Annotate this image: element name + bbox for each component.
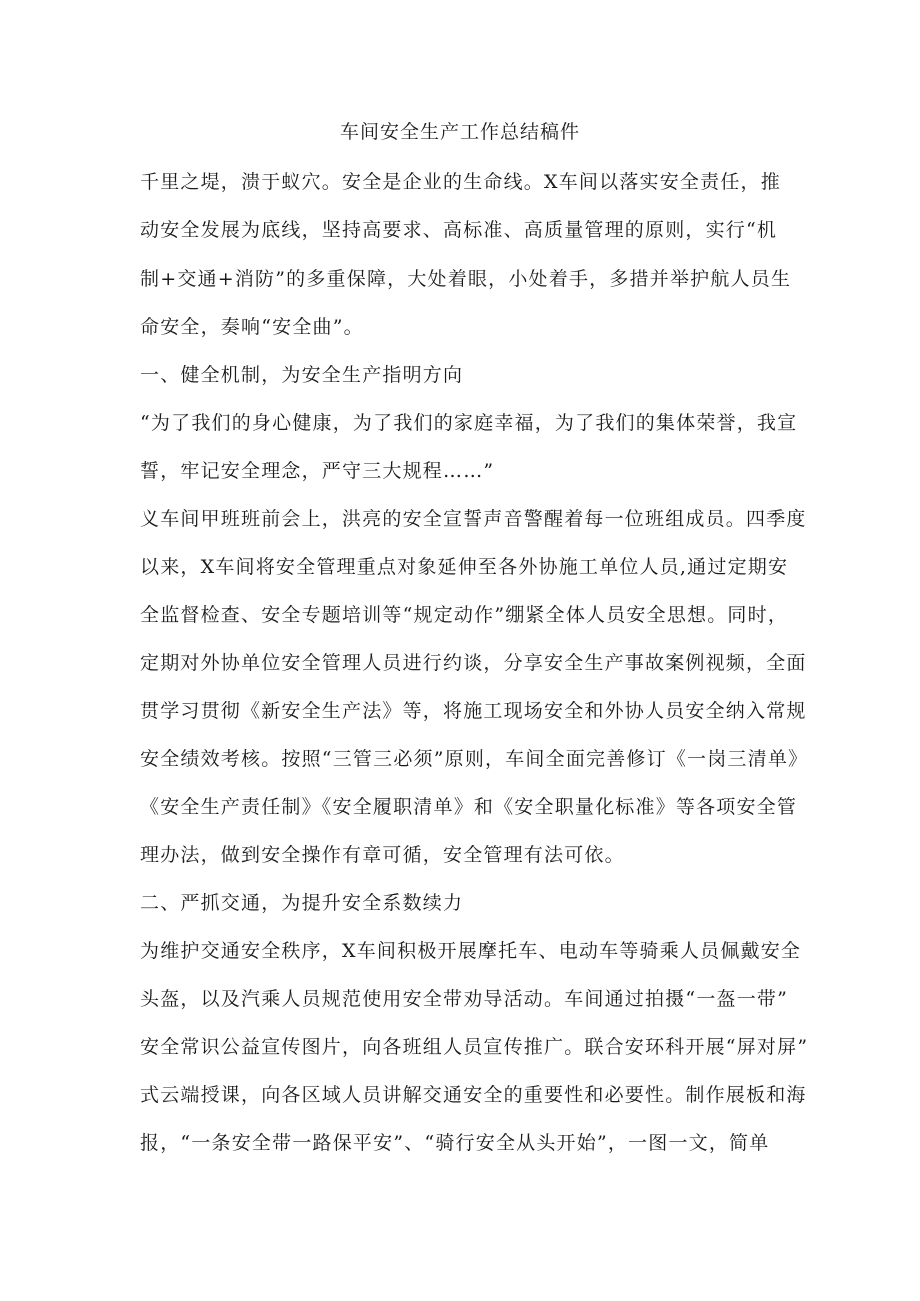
body-line: 千里之堤，溃于蚁穴。安全是企业的生命线。X车间以落实安全责任，推	[140, 171, 781, 193]
body-line: 命安全，奏响“安全曲”。	[140, 316, 364, 338]
section-heading-1: 一、健全机制，为安全生产指明方向	[140, 364, 464, 386]
body-line: 式云端授课，向各区域人员讲解交通安全的重要性和必要性。制作展板和海	[140, 1084, 807, 1106]
body-line: 贯学习贯彻《新安全生产法》等，将施工现场安全和外协人员安全纳入常规	[140, 700, 807, 722]
body-line: 安全绩效考核。按照“三管三必须”原则，车间全面完善修订《一岗三清单》	[140, 748, 809, 770]
body-line: 报，“一条安全带一路保平安”、“骑行安全从头开始”，一图一文，简单	[140, 1132, 770, 1154]
body-line: 为维护交通安全秩序，X车间积极开展摩托车、电动车等骑乘人员佩戴安全	[140, 940, 802, 962]
body-line: 头盔，以及汽乘人员规范使用安全带劝导活动。车间通过拍摄“一盔一带”	[140, 988, 789, 1010]
body-line: 以来，X车间将安全管理重点对象延伸至各外协施工单位人员,通过定期安	[140, 556, 789, 578]
body-line: 定期对外协单位安全管理人员进行约谈，分享安全生产事故案例视频，全面	[140, 652, 807, 674]
section-heading-2: 二、严抓交通，为提升安全系数续力	[140, 892, 464, 914]
document-title: 车间安全生产工作总结稿件	[339, 121, 580, 143]
body-line: 理办法，做到安全操作有章可循，安全管理有法可依。	[140, 844, 625, 866]
body-line: “为了我们的身心健康，为了我们的家庭幸福，为了我们的集体荣誉，我宣	[140, 412, 798, 434]
body-line: 《安全生产责任制》《安全履职清单》和《安全职量化标准》等各项安全管	[140, 796, 798, 818]
body-line: 全监督检查、安全专题培训等“规定动作”绷紧全体人员安全思想。同时，	[140, 604, 789, 626]
body-line: 动安全发展为底线，坚持高要求、高标准、高质量管理的原则，实行“机	[140, 219, 778, 241]
body-line: 义车间甲班班前会上，洪亮的安全宣誓声音警醒着每一位班组成员。四季度	[140, 508, 807, 530]
body-line: 誓，牢记安全理念，严守三大规程……”	[140, 460, 495, 482]
body-line: 安全常识公益宣传图片，向各班组人员宣传推广。联合安环科开展“屏对屏”	[140, 1036, 809, 1058]
body-line: 制+交通+消防”的多重保障，大处着眼，小处着手，多措并举护航人员生	[140, 268, 792, 290]
